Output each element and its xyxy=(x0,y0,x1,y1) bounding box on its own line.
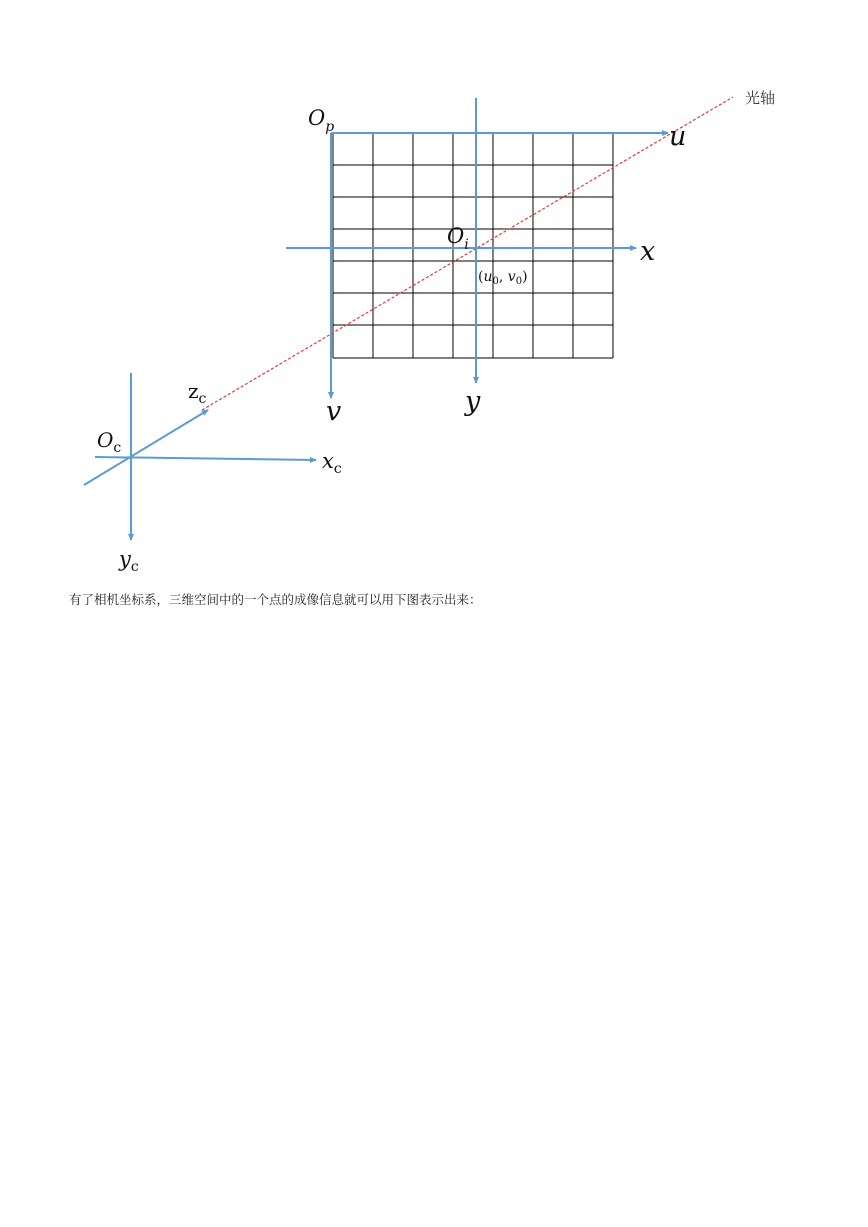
v-axis-label: v xyxy=(326,396,342,427)
image-plane-grid xyxy=(333,133,613,358)
camera-y-label: yc xyxy=(119,547,139,575)
image-origin-label: Oi xyxy=(447,224,469,253)
caption-text: 有了相机坐标系，三维空间中的一个点的成像信息就可以用下图表示出来： xyxy=(69,592,482,607)
u-axis-label: u xyxy=(669,121,687,152)
camera-z-label: zc xyxy=(188,379,207,407)
x-axis-label: x xyxy=(640,236,656,267)
optical-axis-label: 光轴 xyxy=(745,89,776,107)
camera-x-label: xc xyxy=(322,449,342,477)
principal-point-label: (u0, v0) xyxy=(478,269,528,287)
y-axis-label: y xyxy=(465,386,481,417)
camera-origin-label: Oc xyxy=(97,428,122,456)
pixel-origin-label: Op xyxy=(308,106,335,135)
